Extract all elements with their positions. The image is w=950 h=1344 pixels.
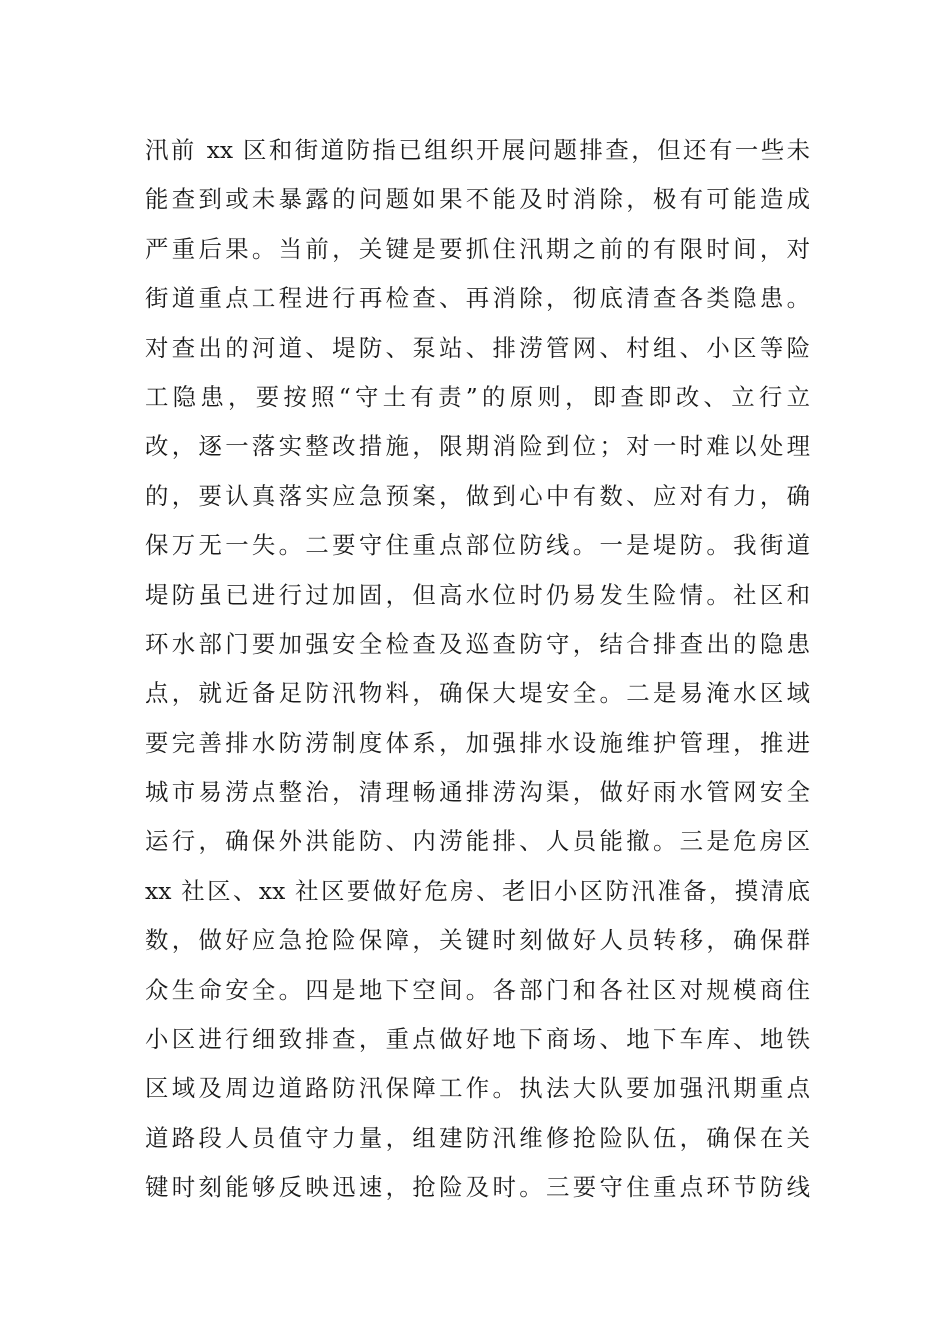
text-line: 改，逐一落实整改措施，限期消险到位；对一时难以处理 xyxy=(145,432,810,461)
text-line: 数，做好应急抢险保障，关键时刻做好人员转移，确保群 xyxy=(145,926,810,955)
text-line: 对查出的河道、堤防、泵站、排涝管网、村组、小区等险 xyxy=(145,333,810,362)
text-line: 街道重点工程进行再检查、再消除，彻底清查各类隐患。 xyxy=(145,284,810,313)
text-line: 区域及周边道路防汛保障工作。执法大队要加强汛期重点 xyxy=(145,1074,810,1103)
text-line: 道路段人员值守力量，组建防汛维修抢险队伍，确保在关 xyxy=(145,1123,810,1152)
text-line: xx 社区、xx 社区要做好危房、老旧小区防汛准备，摸清底 xyxy=(145,876,810,905)
text-line: 保万无一失。二要守住重点部位防线。一是堤防。我街道 xyxy=(145,531,810,560)
text-line: 键时刻能够反映迅速，抢险及时。三要守住重点环节防线 xyxy=(145,1173,810,1202)
text-line: 汛前 xx 区和街道防指已组织开展问题排查，但还有一些未 xyxy=(145,136,810,164)
text-line: 严重后果。当前，关键是要抓住汛期之前的有限时间，对 xyxy=(145,234,810,263)
text-line: 运行，确保外洪能防、内涝能排、人员能撤。三是危房区 xyxy=(145,827,810,856)
text-line: 工隐患，要按照“守土有责”的原则，即查即改、立行立 xyxy=(145,382,810,411)
text-line: 众生命安全。四是地下空间。各部门和各社区对规模商住 xyxy=(145,975,810,1004)
body-paragraph xyxy=(145,126,810,1213)
text-line: 环水部门要加强安全检查及巡查防守，结合排查出的隐患 xyxy=(145,629,810,658)
text-line: 的，要认真落实应急预案，做到心中有数、应对有力，确 xyxy=(145,481,810,510)
text-line: 能查到或未暴露的问题如果不能及时消除，极有可能造成 xyxy=(145,185,810,214)
text-line: 堤防虽已进行过加固，但高水位时仍易发生险情。社区和 xyxy=(145,580,810,609)
text-line: 小区进行细致排查，重点做好地下商场、地下车库、地铁 xyxy=(145,1025,810,1054)
text-line: 点，就近备足防汛物料，确保大堤安全。二是易淹水区域 xyxy=(145,679,810,708)
text-line: 城市易涝点整治，清理畅通排涝沟渠，做好雨水管网安全 xyxy=(145,778,810,807)
text-line: 要完善排水防涝制度体系，加强排水设施维护管理，推进 xyxy=(145,728,810,757)
